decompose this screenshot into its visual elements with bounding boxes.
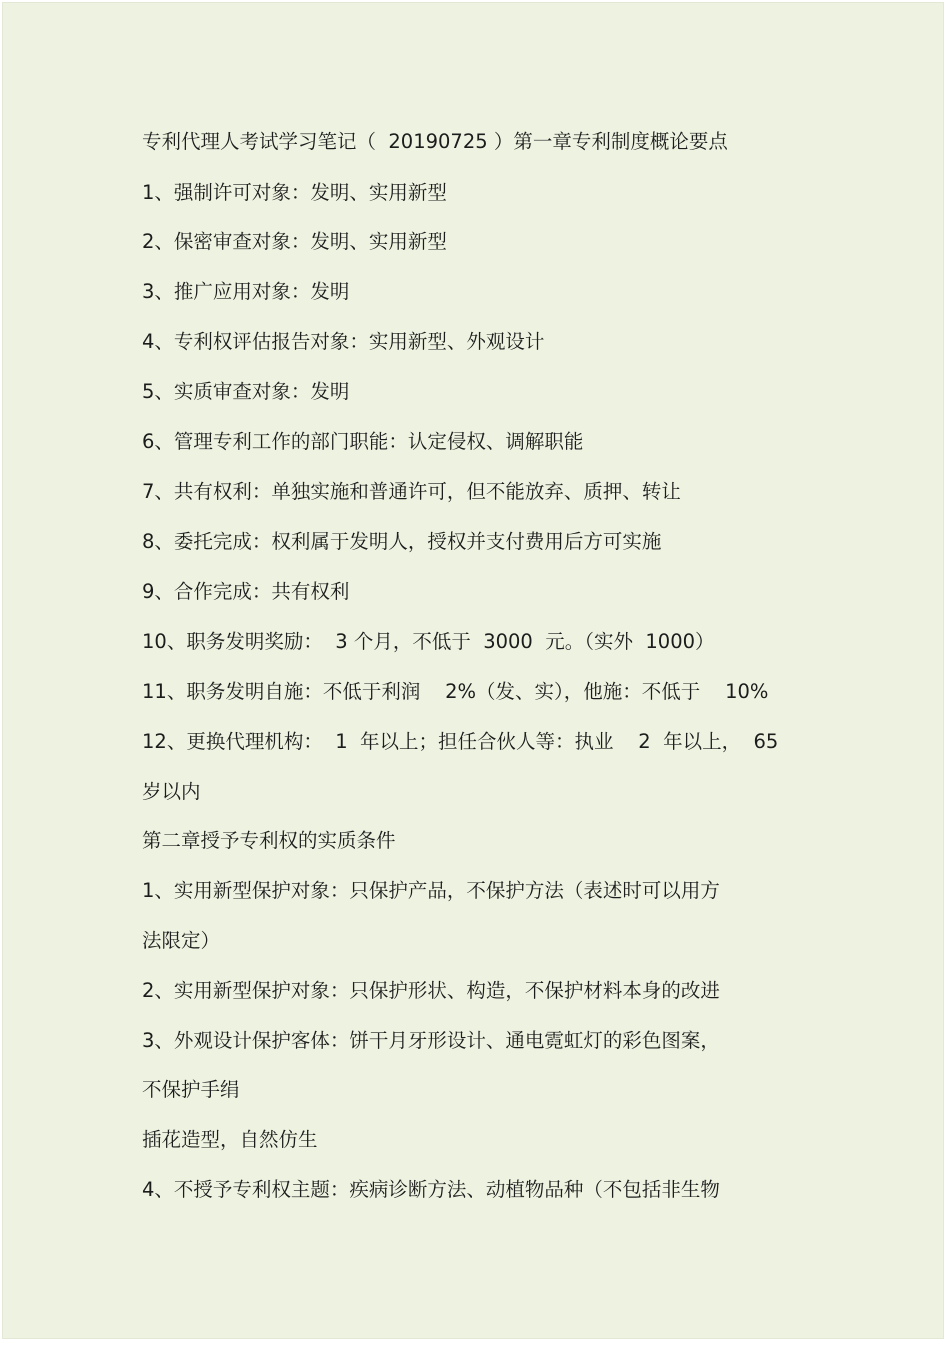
text-line: 8、委托完成：权利属于发明人，授权并支付费用后方可实施	[142, 530, 662, 553]
text-line: 10、职务发明奖励： 3 个月，不低于 3000 元。（实外 1000）	[142, 630, 715, 653]
text-line: 不保护手绢	[142, 1078, 240, 1101]
text-line: 7、共有权利：单独实施和普通许可，但不能放弃、质押、转让	[142, 480, 681, 503]
text-line: 4、专利权评估报告对象：实用新型、外观设计	[142, 330, 545, 353]
text-line: 岁以内	[142, 780, 201, 803]
text-line: 5、实质审查对象：发明	[142, 380, 350, 403]
text-line: 插花造型，自然仿生	[142, 1128, 318, 1151]
text-line: 12、更换代理机构： 1 年以上；担任合伙人等：执业 2 年以上， 65	[142, 730, 779, 753]
text-line: 9、合作完成：共有权利	[142, 580, 350, 603]
text-line: 1、实用新型保护对象：只保护产品，不保护方法（表述时可以用方	[142, 879, 720, 902]
text-line: 3、外观设计保护客体：饼干月牙形设计、通电霓虹灯的彩色图案，	[142, 1029, 720, 1052]
text-line: 3、推广应用对象：发明	[142, 280, 350, 303]
text-line: 11、职务发明自施：不低于利润 2%（发、实），他施：不低于 10%	[142, 680, 769, 703]
text-line: 2、实用新型保护对象：只保护形状、构造，不保护材料本身的改进	[142, 979, 720, 1002]
text-line: 6、管理专利工作的部门职能：认定侵权、调解职能	[142, 430, 584, 453]
text-line: 4、不授予专利权主题：疾病诊断方法、动植物品种（不包括非生物	[142, 1178, 720, 1201]
text-line: 1、强制许可对象：发明、实用新型	[142, 181, 447, 204]
text-line: 法限定）	[142, 929, 221, 952]
chapter-heading: 第二章授予专利权的实质条件	[142, 829, 396, 852]
text-line: 2、保密审查对象：发明、实用新型	[142, 230, 447, 253]
doc-title: 专利代理人考试学习笔记（ 20190725 ）第一章专利制度概论要点	[142, 130, 728, 153]
